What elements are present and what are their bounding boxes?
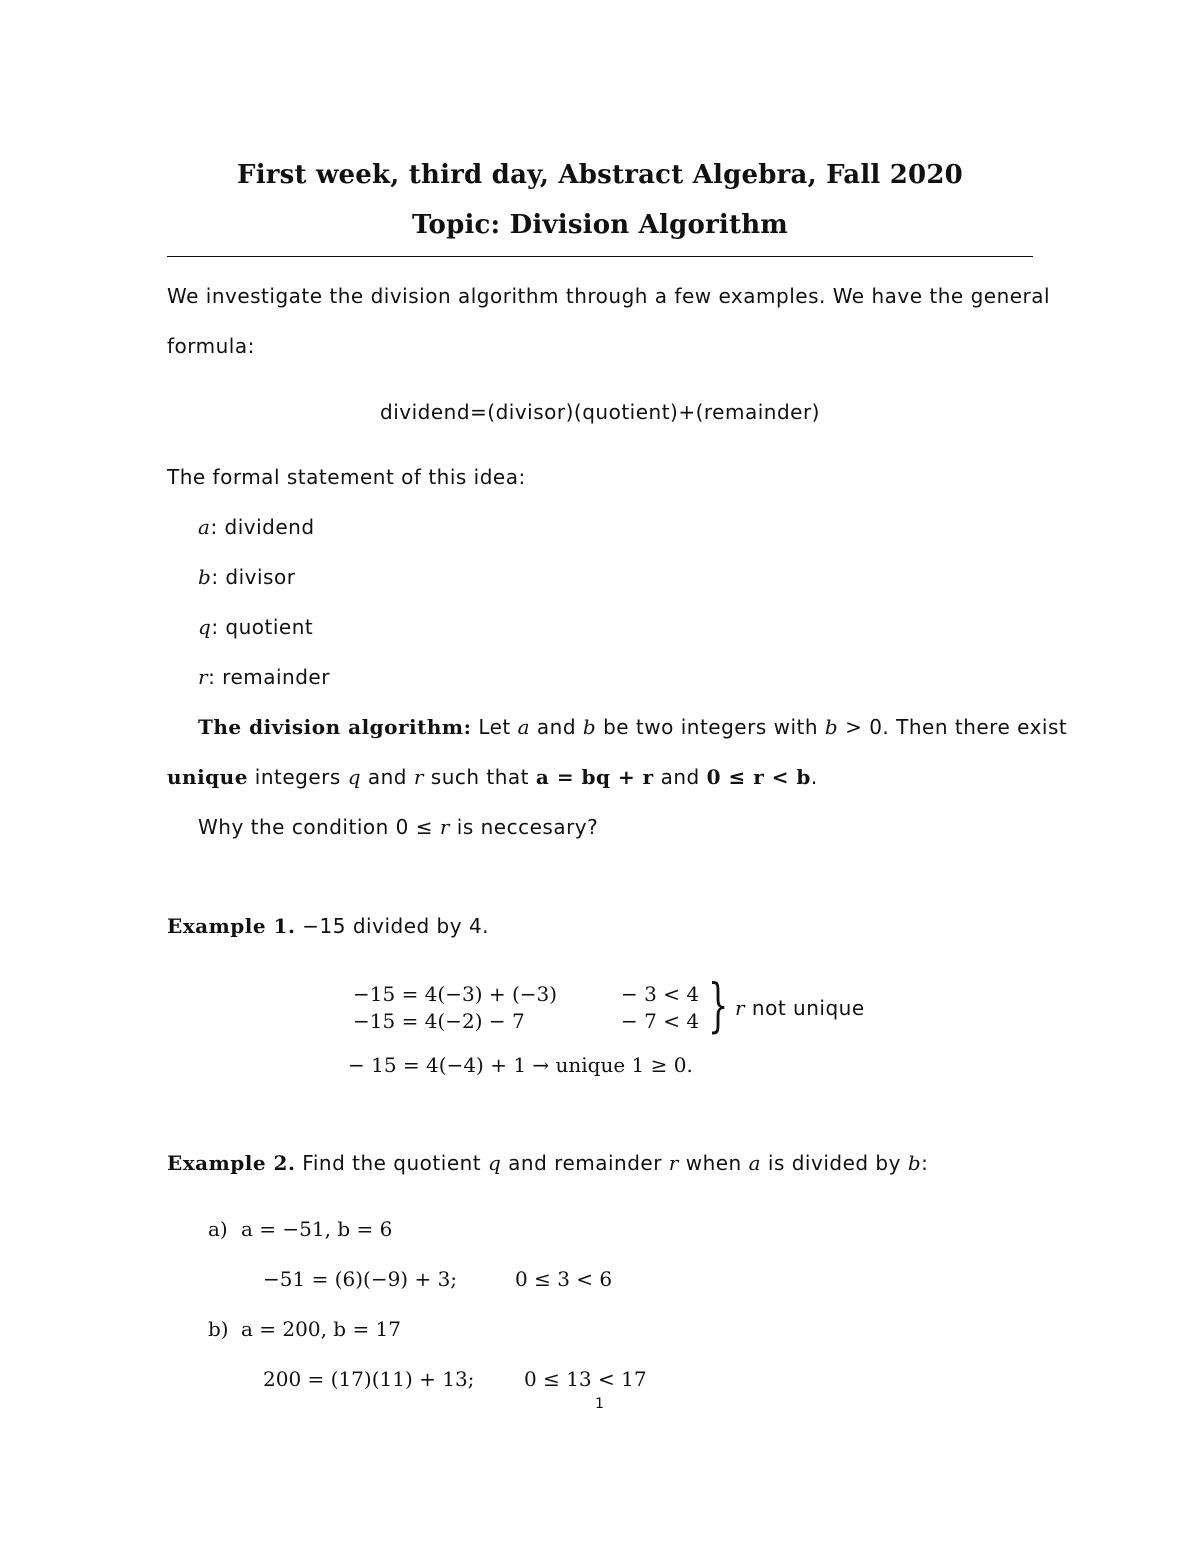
variable-q: q: [198, 615, 212, 639]
definition-text: : quotient: [211, 615, 314, 639]
example-1-equation-1: −15 = 4(−3) + (−3): [353, 982, 558, 1006]
example-text: and remainder: [508, 1151, 662, 1175]
example-text: Find the quotient: [302, 1151, 482, 1175]
theorem-text: Let: [478, 715, 511, 739]
why-question: [198, 815, 598, 839]
page-subtitle: Topic: Division Algorithm: [411, 210, 789, 240]
variable-r: r: [198, 665, 209, 689]
intro-line-1: We investigate the division algorithm through a few examples. We have the general: [167, 284, 1051, 308]
example-label: Example 1.: [167, 914, 296, 938]
example-1-heading: [167, 914, 489, 938]
definition-remainder: [198, 665, 330, 689]
variable-r: r: [668, 1151, 679, 1175]
example-1-condition-2: − 7 < 4: [621, 1009, 700, 1033]
variable-b: b: [907, 1151, 922, 1175]
variable-a: a: [748, 1151, 762, 1175]
division-equation: a = bq + r: [535, 765, 654, 789]
intro-line-2: formula:: [167, 334, 255, 358]
page-number: 1: [595, 1396, 604, 1412]
example-1-equation-2: −15 = 4(−2) − 7: [353, 1009, 525, 1033]
variable-b: b: [198, 565, 212, 589]
example-label: Example 2.: [167, 1151, 296, 1175]
theorem-text: and: [660, 765, 700, 789]
grouping-brace: }: [708, 971, 729, 1039]
example-text: −15 divided by 4.: [302, 914, 490, 938]
part-b-check: 0 ≤ 13 < 17: [524, 1367, 647, 1391]
remainder-condition: 0 ≤ r < b: [706, 765, 811, 789]
variable-a: a: [517, 715, 531, 739]
note-text: not unique: [751, 996, 865, 1020]
definition-dividend: [198, 515, 315, 539]
part-a-solution: −51 = (6)(−9) + 3;: [263, 1267, 458, 1291]
variable-r: r: [439, 815, 450, 839]
variable-b: b: [582, 715, 597, 739]
definition-divisor: [198, 565, 295, 589]
variable-r: r: [413, 765, 424, 789]
example-2-heading: [167, 1151, 928, 1175]
part-a-given: a = −51, b = 6: [241, 1217, 393, 1241]
period: .: [810, 765, 818, 789]
unique-emphasis: unique: [167, 765, 248, 789]
formal-intro: The formal statement of this idea:: [167, 465, 526, 489]
theorem-text: and: [367, 765, 407, 789]
example-1-unique-line: − 15 = 4(−4) + 1 → unique 1 ≥ 0.: [348, 1053, 693, 1077]
theorem-text: be two integers with: [603, 715, 819, 739]
part-a-label: a): [208, 1217, 228, 1241]
variable-b: b: [824, 715, 839, 739]
definition-quotient: [198, 615, 313, 639]
variable-r: r: [735, 996, 746, 1020]
colon: :: [921, 1151, 929, 1175]
theorem-label: The division algorithm:: [198, 715, 472, 739]
theorem-text: such that: [430, 765, 530, 789]
theorem-text: and: [536, 715, 577, 739]
general-formula: dividend=(divisor)(quotient)+(remainder): [380, 400, 820, 424]
definition-text: : dividend: [210, 515, 315, 539]
part-b-label: b): [208, 1317, 229, 1341]
variable-q: q: [488, 1151, 502, 1175]
theorem-text: > 0. Then there exist: [845, 715, 1068, 739]
example-text: when: [685, 1151, 742, 1175]
part-b-solution: 200 = (17)(11) + 13;: [263, 1367, 475, 1391]
definition-text: : divisor: [211, 565, 296, 589]
question-text: Why the condition 0 ≤: [198, 815, 433, 839]
example-1-condition-1: − 3 < 4: [621, 982, 700, 1006]
question-text: is neccesary?: [456, 815, 599, 839]
theorem-line-2: [167, 765, 818, 789]
not-unique-note: [735, 996, 865, 1020]
part-b-given: a = 200, b = 17: [241, 1317, 402, 1341]
theorem-text: integers: [254, 765, 341, 789]
example-text: is divided by: [767, 1151, 901, 1175]
variable-q: q: [347, 765, 361, 789]
title-rule: [167, 256, 1033, 257]
theorem-line-1: [198, 715, 1067, 739]
part-a-check: 0 ≤ 3 < 6: [515, 1267, 613, 1291]
page-title: First week, third day, Abstract Algebra, Fall 2020: [237, 160, 963, 190]
definition-text: : remainder: [208, 665, 330, 689]
variable-a: a: [198, 515, 211, 539]
